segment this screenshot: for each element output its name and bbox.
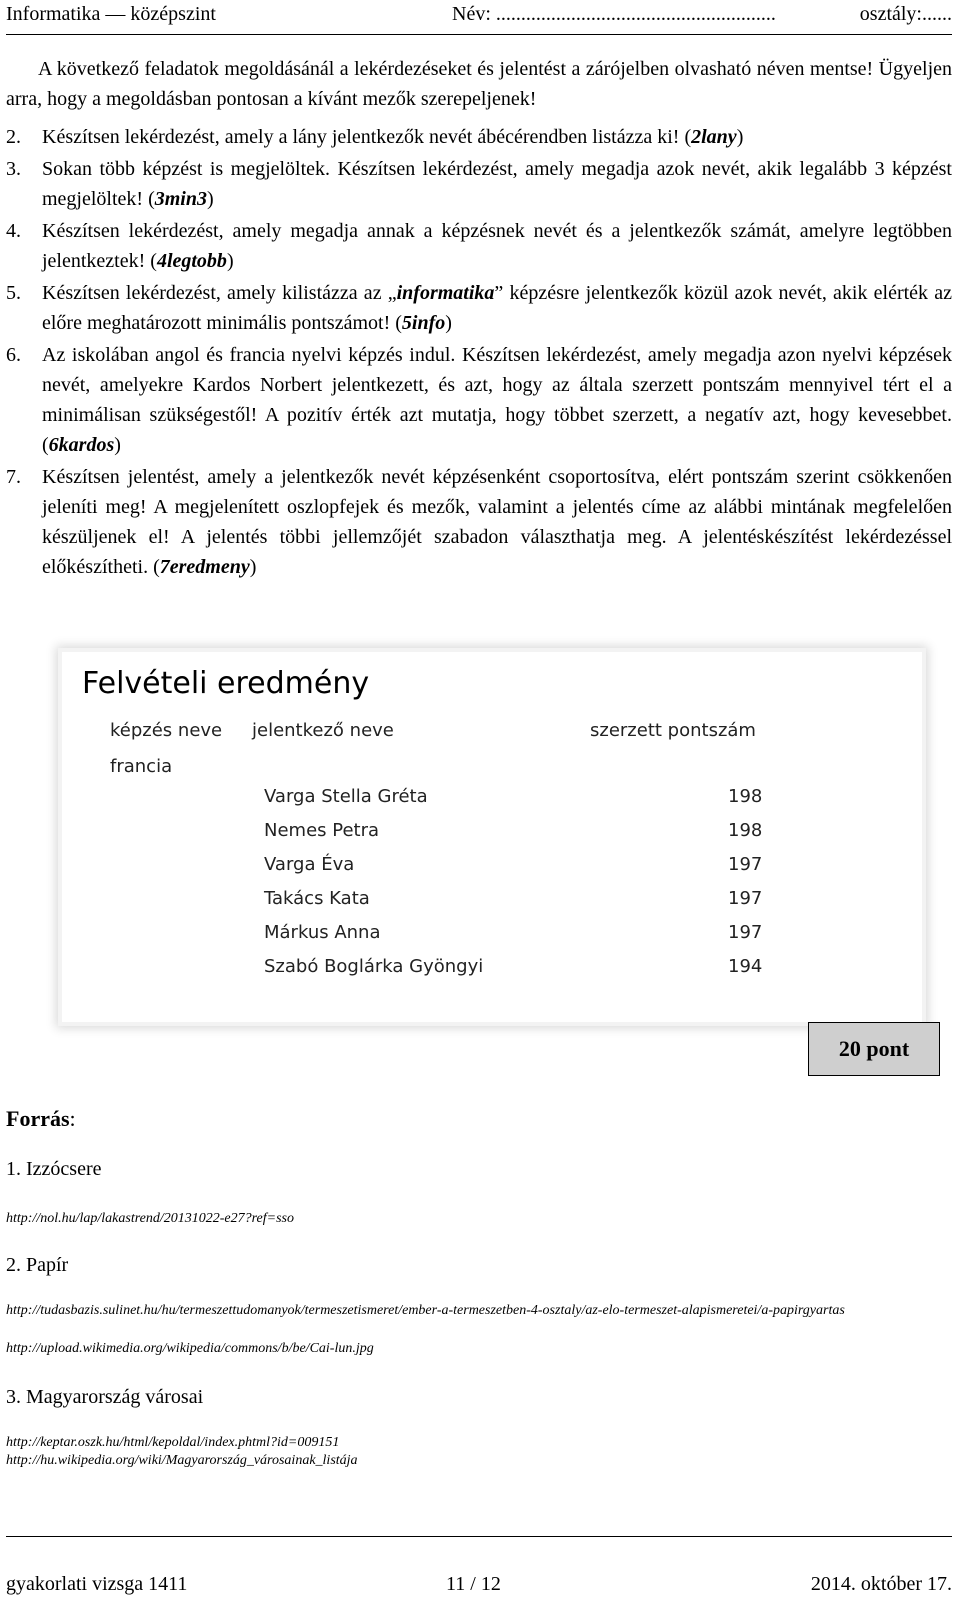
task-text: Készítsen lekérdezést, amely a lány jelentkezők nevét ábécérendben listázza ki! ( [42, 126, 692, 148]
sources-heading-colon: : [69, 1106, 76, 1131]
footer-date: 2014. október 17. [810, 1573, 952, 1595]
task-4 [6, 216, 952, 276]
footer-exam: gyakorlati vizsga 1411 [6, 1573, 188, 1595]
task-save-name: 3min3 [154, 188, 207, 210]
report-row-score: 198 [728, 820, 763, 841]
task-text-end: ) [736, 126, 744, 148]
report-row-name: Márkus Anna [264, 922, 381, 943]
report-row-score: 197 [728, 888, 763, 909]
header-name-field: Név: ........................................................ [452, 3, 776, 25]
header-class-field: osztály:...... [859, 3, 952, 25]
task-text: Készítsen jelentést, amely a jelentkezők nevét képzésenként csoportosítva, elért pontszám szerint csökkenően jeleníti meg! A megjelenített oszlopfejek és mezők, valamint a jelentés címe az alábbi mintának megfelelően készüljenek el! A jelentés többi jellemzőjét szabadon választhatja meg. A jelentéskészítést lekérdezéssel előkészítheti. ( [42, 466, 952, 578]
report-sample [62, 652, 922, 1022]
task-save-name: 7eredmeny [159, 556, 250, 578]
report-row-name: Szabó Boglárka Gyöngyi [264, 956, 484, 977]
source-title: 1. Izzócsere [6, 1158, 102, 1180]
task-text-end: ) [249, 556, 257, 578]
task-number: 3. [6, 158, 21, 180]
task-number: 6. [6, 344, 21, 366]
header-subject: Informatika — középszint [6, 3, 216, 25]
task-number: 2. [6, 126, 21, 148]
task-2 [6, 122, 952, 152]
source-url: http://upload.wikimedia.org/wikipedia/commons/b/be/Cai-lun.jpg [6, 1341, 374, 1356]
task-7 [6, 462, 952, 582]
task-text: Készítsen lekérdezést, amely megadja annak a képzésnek nevét és a jelentkezők számát, amelyre legtöbben jelentkeztek! ( [42, 220, 952, 272]
task-text-end: ) [114, 434, 121, 456]
report-row-name: Varga Éva [264, 854, 355, 875]
task-text: ” képzésre jelentkezők közül azok nevét, akik elérték az előre meghatározott minimális pontszámot! ( [42, 282, 952, 334]
task-save-name: 4legtobb [156, 250, 227, 272]
footer-page-number: 11 / 12 [446, 1573, 501, 1595]
page-footer [6, 1536, 952, 1601]
sources-heading [6, 1106, 76, 1132]
column-header-score: szerzett pontszám [590, 720, 756, 741]
report-row-name: Takács Kata [264, 888, 370, 909]
source-url: http://tudasbazis.sulinet.hu/hu/termeszettudomanyok/termeszetismeret/ember-a-termeszetben-4-osztaly/az-elo-termeszet-alapismeretei/a-papirgyartas [6, 1303, 845, 1318]
task-number: 4. [6, 220, 21, 242]
task-5 [6, 278, 952, 338]
task-number: 7. [6, 466, 21, 488]
sources-heading-text: Forrás [6, 1106, 70, 1131]
report-row-score: 194 [728, 956, 763, 977]
task-text: Az iskolában angol és francia nyelvi képzés indul. Készítsen lekérdezést, amely megadja azon nyelvi képzések nevét, amelyekre Kardos Norbert jelentkezett, és azt, hogy az általa szerzett pontszám mennyivel tért el a minimálisan szükségestől! A pozitív érték azt mutatja, hogy többet szerzett, a negatív azt, hogy kevesebbet. ( [42, 344, 952, 456]
task-text: Sokan több képzést is megjelöltek. Készítsen lekérdezést, amely megadja azok nevét, akik legalább 3 képzést megjelöltek! ( [42, 158, 952, 210]
task-text-end: ) [226, 250, 234, 272]
task-save-name: 6kardos [48, 434, 115, 456]
task-list [6, 122, 952, 584]
report-row-name: Varga Stella Gréta [264, 786, 428, 807]
column-header-course: képzés neve [110, 720, 223, 741]
instructions-intro: A következő feladatok megoldásánál a lekérdezéseket és jelentést a zárójelben olvasható néven mentse! Ügyeljen arra, hogy a megoldásban pontosan a kívánt mezők szerepeljenek! [6, 58, 952, 110]
source-title: 3. Magyarország városai [6, 1386, 204, 1408]
column-header-applicant: jelentkező neve [252, 720, 394, 741]
page-header [6, 0, 952, 35]
report-row-score: 198 [728, 786, 763, 807]
source-url: http://nol.hu/lap/lakastrend/20131022-e27?ref=sso [6, 1211, 295, 1226]
report-title: Felvételi eredmény [82, 666, 370, 701]
report-row-name: Nemes Petra [264, 820, 380, 841]
task-text-end: ) [445, 312, 452, 334]
task-3 [6, 154, 952, 214]
source-title: 2. Papír [6, 1254, 69, 1276]
source-url: http://hu.wikipedia.org/wiki/Magyarország_városainak_listája [6, 1453, 358, 1468]
report-row-score: 197 [728, 922, 763, 943]
source-url: http://keptar.oszk.hu/html/kepoldal/index.phtml?id=009151 [6, 1435, 340, 1450]
task-6 [6, 340, 952, 460]
task-save-name: 2lany [691, 126, 737, 148]
points-box: 20 pont [808, 1022, 940, 1076]
task-text-pre: Készítsen lekérdezést, amely kilistázza az „ [42, 282, 397, 304]
report-row-score: 197 [728, 854, 763, 875]
task-number: 5. [6, 282, 21, 304]
group-header-course: francia [110, 756, 173, 777]
task-text-end: ) [206, 188, 214, 210]
task-keyword: informatika [396, 282, 495, 304]
task-save-name: 5info [401, 312, 446, 334]
